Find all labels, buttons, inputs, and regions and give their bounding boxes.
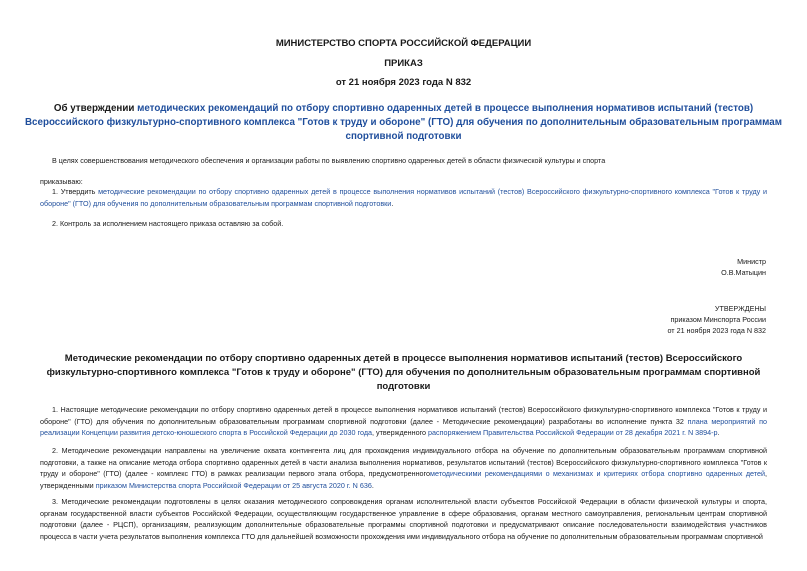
paragraph-2-link-order[interactable]: приказом Министерства спорта Российской Федерации от 25 августа 2020 г. N 636 xyxy=(95,480,372,490)
item-2: 2. Контроль за исполнением настоящего приказа оставляю за собой. xyxy=(52,219,284,228)
preamble: В целях совершенствования методического обеспечения и организации работы по выявлению спортивно одаренных детей в области физической культуры и спорта xyxy=(52,156,606,165)
paragraph-2-link-recommendations[interactable]: методическими рекомендациями о механизмах и критериях отбора спортивно одаренных детей xyxy=(430,469,766,478)
item-1-suffix: . xyxy=(391,198,394,208)
signature-position: Министр xyxy=(737,257,766,266)
order-title-prefix: Об утверждении xyxy=(53,103,138,114)
item-1-prefix: 1. Утвердить xyxy=(52,187,99,196)
paragraph-1-mid: , утвержденного xyxy=(372,428,429,437)
paragraph-2-mid: , утвержденными xyxy=(40,469,768,490)
order-date: от 21 ноября 2023 года N 832 xyxy=(335,77,472,88)
order-title-link[interactable]: методических рекомендаций по отбору спортивно одаренных детей в процессе выполнения нормативов испытаний (тестов) Всероссийского физкультурно-спортивного комплекса "Готов к труду и обороне" (ГТО) для обучения по дополнительным образовательным программам спортивной подготовки xyxy=(24,103,782,142)
paragraph-2-text: 2. Методические рекомендации направлены на увеличение охвата контингента лиц для прохождения индивидуального отбора на обучение по дополнительным образовательным программам спортивной подготовки, а также на описание метода отбора спортивно одаренных детей в части анализа выполнения нормативов, результатов испытаний (тестов) Всероссийского физкультурно-спортивного комплекса "Готов к труду и обороне" (ГТО) (далее - комплекс ГТО) в рамках реализации первого этапа отбора, предусмотренного xyxy=(40,446,767,478)
signature-name: О.В.Матыцин xyxy=(721,268,766,277)
signature xyxy=(721,256,766,278)
order-heading: ПРИКАЗ xyxy=(384,58,423,69)
approval-line-2: приказом Минспорта России xyxy=(670,315,766,324)
approval-line-1: УТВЕРЖДЕНЫ xyxy=(714,304,766,313)
item-1 xyxy=(40,186,767,209)
ministry-heading: МИНИСТЕРСТВО СПОРТА РОССИЙСКОЙ ФЕДЕРАЦИИ xyxy=(275,38,532,49)
paragraph-1 xyxy=(40,404,767,439)
approval-block xyxy=(667,303,766,336)
paragraph-1-end: . xyxy=(717,428,720,437)
document-title: Методические рекомендации по отбору спортивно одаренных детей в процессе выполнения нормативов испытаний (тестов) Всероссийского физкультурно-спортивного комплекса "Готов к труду и обороне" (ГТО) для обучения по дополнительным образовательным программам спортивной подготовки xyxy=(46,353,761,392)
order-word: приказываю: xyxy=(40,177,83,186)
paragraph-2 xyxy=(40,445,767,491)
paragraph-1-link-plan[interactable]: плана мероприятий по реализации Концепции развития детско-юношеского спорта в Российской Федерации до 2030 года xyxy=(40,416,767,437)
item-1-link[interactable]: методические рекомендации по отбору спортивно одаренных детей в процессе выполнения нормативов испытаний (тестов) Всероссийского физкультурно-спортивного комплекса "Готов к труду и обороне" (ГТО) для обучения по дополнительным образовательным программам спортивной подготовки xyxy=(40,187,767,208)
paragraph-3: 3. Методические рекомендации подготовлены в целях оказания методического сопровождения органам исполнительной власти субъектов Российской Федерации в области физической культуры и спорта, органам государственной власти субъектов Российской Федерации, осуществляющим государственное управление в сфере образования, органам местного самоуправления, региональным центрам спортивной подготовки (далее - РЦСП), организациям, реализующим дополнительные образовательные программы спортивной подготовки и предусматривают описание последовательности взаимодействия участников процесса в части учета результатов выполнения комплекса ГТО для дальнейшей возможности прохождения ими индивидуального отбора на обучение по дополнительным образовательным программам спортивной xyxy=(40,497,767,541)
paragraph-1-text: 1. Настоящие методические рекомендации по отбору спортивно одаренных детей в процессе выполнения нормативов испытаний (тестов) Всероссийского физкультурно-спортивного комплекса "Готов к труду и обороне" (ГТО) для обучения по дополнительным образовательным программам спортивной подготовки (далее - Методические рекомендации) разработаны во исполнение пункта 32 xyxy=(40,405,767,426)
paragraph-2-end: . xyxy=(371,480,374,490)
paragraph-1-link-decree[interactable]: распоряжением Правительства Российской Федерации от 28 декабря 2021 г. N 3894-р xyxy=(428,428,718,437)
approval-line-3: от 21 ноября 2023 года N 832 xyxy=(667,326,766,335)
order-title xyxy=(20,102,787,144)
